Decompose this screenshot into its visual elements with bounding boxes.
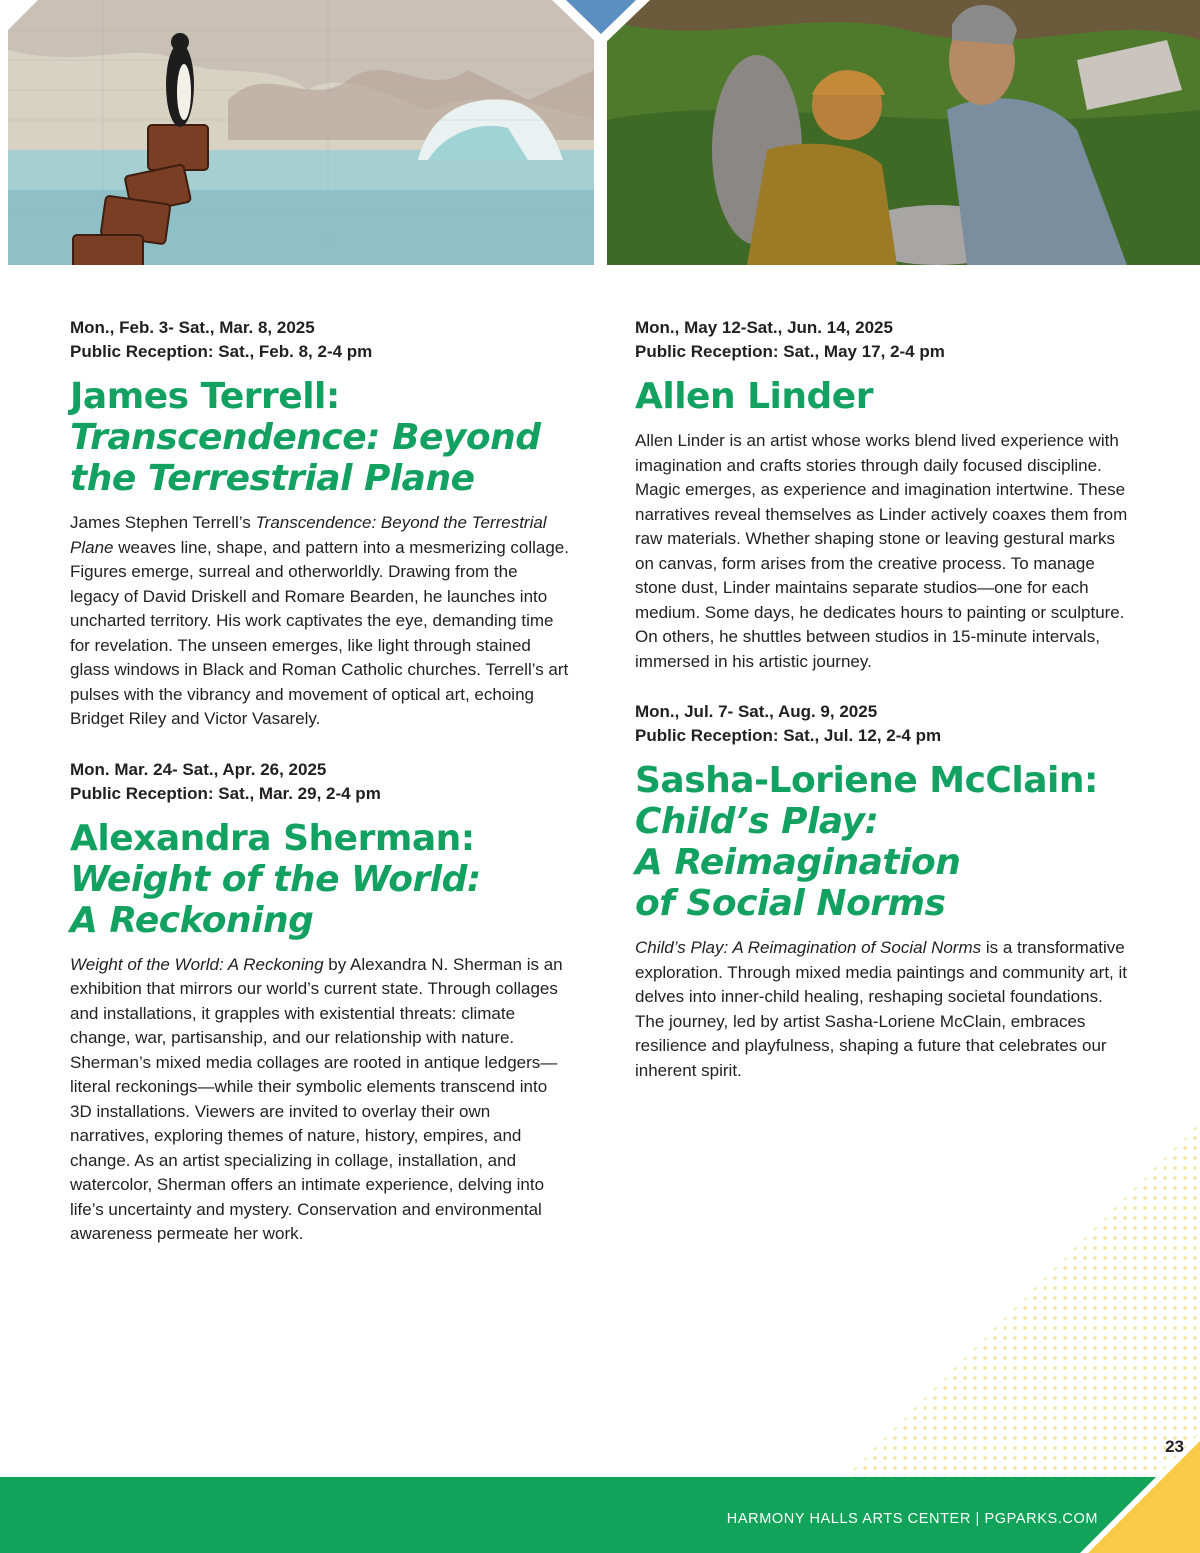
title-line: Child’s Play: <box>635 801 879 842</box>
exhibition-title <box>635 376 1135 417</box>
exhibition-dates: Mon., Feb. 3- Sat., Mar. 8, 2025 <box>70 318 315 337</box>
title-line: Weight of the World: <box>70 858 481 900</box>
exhibition-title <box>70 818 570 941</box>
body-text: weaves line, shape, and pattern into a mesmerizing collage. Figures emerge, surreal and otherworldly. Drawing from the legacy of David Driskell and Romare Bearden, he launches into uncharted territory. His work captivates the eye, demanding time for revelation. The unseen emerges, like light through stained glass windows in Black and Roman Catholic churches. Terrell’s art pulses with the vibrancy and movement of optical art, echoing Bridget Riley and Victor Vasarely. <box>70 537 569 728</box>
title-line: James Terrell: <box>70 376 340 417</box>
title-line: the Terrestrial Plane <box>70 458 475 499</box>
title-line: Alexandra Sherman: <box>70 817 475 859</box>
body-italic-title: Weight of the World: A Reckoning <box>70 954 324 974</box>
title-line: of Social Norms <box>635 883 946 924</box>
exhibition-james-terrell <box>70 316 570 732</box>
title-line: A Reimagination <box>635 842 961 883</box>
body-italic-title: Transcendence: Beyond the Terrestrial Plane <box>70 513 547 557</box>
title-line: Transcendence: Beyond <box>70 417 541 458</box>
exhibition-allen-linder <box>635 316 1135 674</box>
body-italic-title: Child’s Play: A Reimagination of Social Norms <box>635 938 982 957</box>
title-line: Sasha-Loriene McClain: <box>635 760 1098 801</box>
exhibition-sasha-loriene-mcclain <box>635 700 1135 1083</box>
exhibition-dates: Mon., May 12-Sat., Jun. 14, 2025 <box>635 318 893 337</box>
title-line: A Reckoning <box>70 899 314 941</box>
exhibition-title <box>635 760 1135 924</box>
footer-bar <box>0 1477 1200 1553</box>
reception-time: Public Reception: Sat., Jul. 12, 2-4 pm <box>635 726 942 745</box>
exhibition-description <box>70 953 570 1247</box>
exhibition-dates: Mon., Jul. 7- Sat., Aug. 9, 2025 <box>635 702 878 721</box>
left-column <box>70 316 570 1247</box>
right-column <box>635 316 1135 1083</box>
exhibition-description <box>635 936 1135 1083</box>
reception-time: Public Reception: Sat., Mar. 29, 2-4 pm <box>70 783 381 803</box>
exhibition-title <box>70 376 570 499</box>
dot-pattern-decoration <box>840 1123 1200 1483</box>
exhibition-alexandra-sherman <box>70 758 570 1247</box>
body-text: is a transformative exploration. Through mixed media paintings and community art, it delves into inner-child healing, reshaping societal foundations. The journey, led by artist Sasha-Loriene McClain, embraces resilience and playfulness, shaping a future that celebrates our inherent spirit. <box>635 938 1127 1080</box>
exhibition-description: Allen Linder is an artist whose works blend lived experience with imagination and crafts stories through daily focused discipline. Magic emerges, as experience and imagination intertwine. These narratives reveal themselves as Linder actively coaxes them from raw materials. Whether shaping stone or leaving gestural marks on canvas, form arises from the creative process. To manage stone dust, Linder maintains separate studios—one for each medium. Some days, he dedicates hours to painting or sculpture. On others, he shuttles between studios in 15-minute intervals, immersed in his artistic journey. <box>635 431 1128 671</box>
footer-text: HARMONY HALLS ARTS CENTER | PGPARKS.COM <box>726 1511 1098 1527</box>
exhibition-dates: Mon. Mar. 24- Sat., Apr. 26, 2025 <box>70 759 327 779</box>
top-chevron-decoration <box>0 0 1200 60</box>
title-line: Allen Linder <box>635 376 873 417</box>
reception-time: Public Reception: Sat., Feb. 8, 2-4 pm <box>70 342 373 361</box>
body-text: James Stephen Terrell’s <box>70 513 256 532</box>
exhibition-description <box>70 511 570 732</box>
page-number: 23 <box>1165 1437 1184 1456</box>
body-text: by Alexandra N. Sherman is an exhibition that mirrors our world’s current state. Through collages and installations, it grapples with existential threats: climate change, war, partisanship, and our relationship with nature. Sherman’s mixed media collages are rooted in antique ledgers—literal reckonings—while their symbolic elements transcend into 3D installations. Viewers are invited to overlay their own narratives, exploring themes of nature, history, empires, and change. As an artist specializing in collage, installation, and watercolor, Sherman offers an intimate experience, delving into life’s uncertainty and mystery. Conservation and environmental awareness permeate her work. <box>70 954 563 1243</box>
reception-time: Public Reception: Sat., May 17, 2-4 pm <box>635 342 945 361</box>
